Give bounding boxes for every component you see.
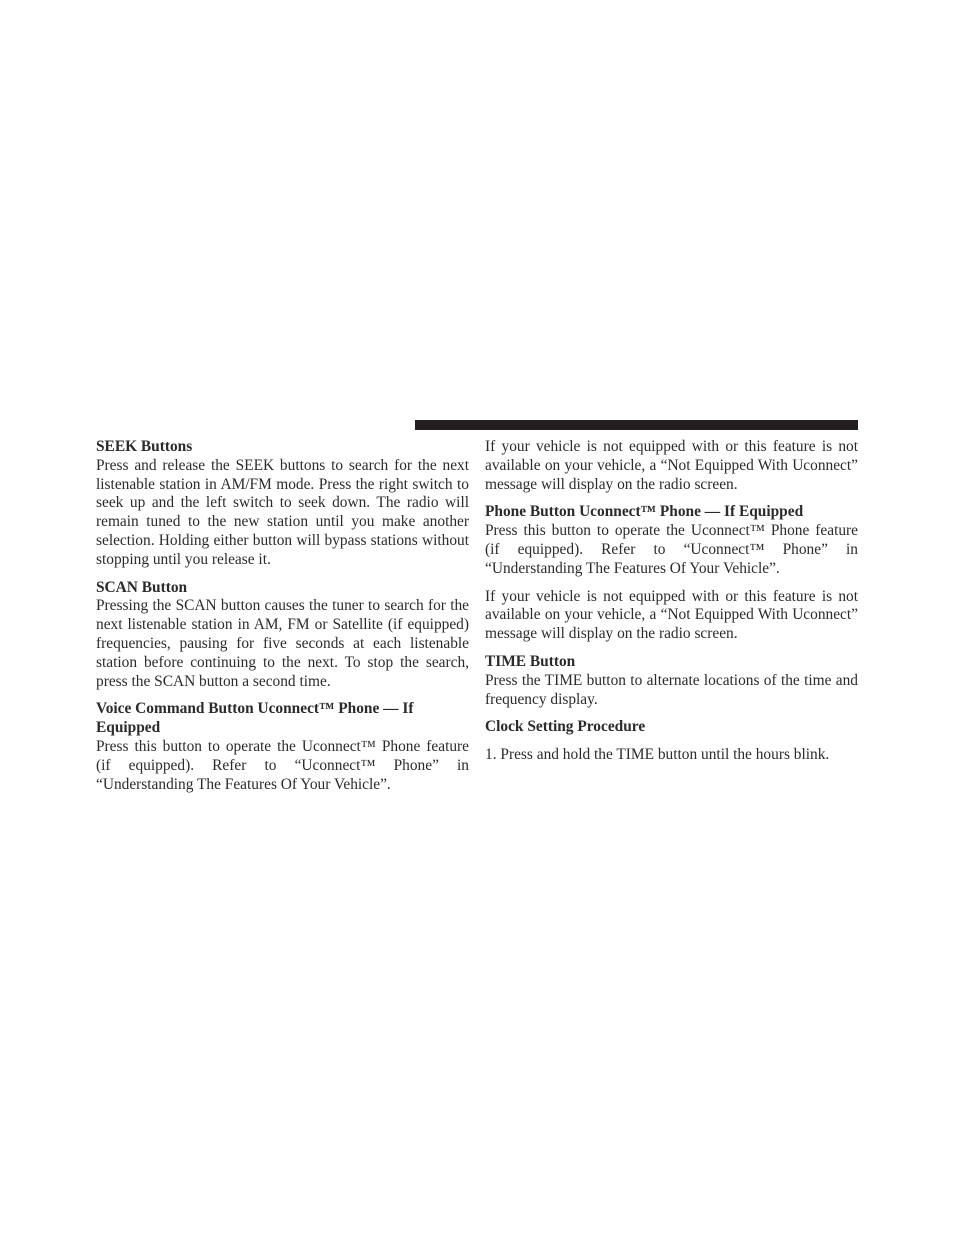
scan-body: Pressing the SCAN button causes the tuner to search for the next listenable station in AM, FM or Satellite (if equipped) frequencies, pausing for five seconds at each listenable station before continuing to the next. To stop the search, press the SCAN button a second time. — [96, 597, 469, 690]
right-column — [485, 438, 858, 765]
seek-heading: SEEK Buttons — [96, 438, 193, 455]
section-header-bar — [415, 420, 858, 430]
not-equipped-note-2: If your vehicle is not equipped with or this feature is not available on your vehicle, a “Not Equipped With Uconnect” message will display on the radio screen. — [485, 587, 858, 643]
phone-button-heading: Phone Button Uconnect™ Phone — If Equipped — [485, 503, 804, 521]
voice-command-body: Press this button to operate the Uconnect™ Phone feature (if equipped). Refer to “Uconnect™ Phone” in “Understanding The Features Of Your Vehicle”. — [96, 737, 469, 793]
seek-body: Press and release the SEEK buttons to search for the next listenable station in AM/FM mode. Press the right switch to seek up and the left switch to seek down. The radio will remain tuned to the new station until you make another selection. Holding either button will bypass stations without stopping until you release it. — [96, 456, 469, 568]
not-equipped-note-1: If your vehicle is not equipped with or this feature is not available on your vehicle, a “Not Equipped With Uconnect” message will display on the radio screen. — [485, 438, 858, 493]
time-button-body: Press the TIME button to alternate locations of the time and frequency display. — [485, 671, 858, 708]
left-column — [96, 438, 469, 803]
scan-heading: SCAN Button — [96, 578, 188, 596]
phone-button-body: Press this button to operate the Uconnect™ Phone feature (if equipped). Refer to “Uconnect™ Phone” in “Understanding The Features Of Your Vehicle”. — [485, 522, 858, 577]
time-button-heading: TIME Button — [485, 652, 576, 670]
voice-command-heading: Voice Command Button Uconnect™ Phone — If Equipped — [96, 700, 414, 737]
clock-setting-heading: Clock Setting Procedure — [485, 718, 646, 736]
clock-step-1: 1. Press and hold the TIME button until the hours blink. — [485, 746, 830, 764]
